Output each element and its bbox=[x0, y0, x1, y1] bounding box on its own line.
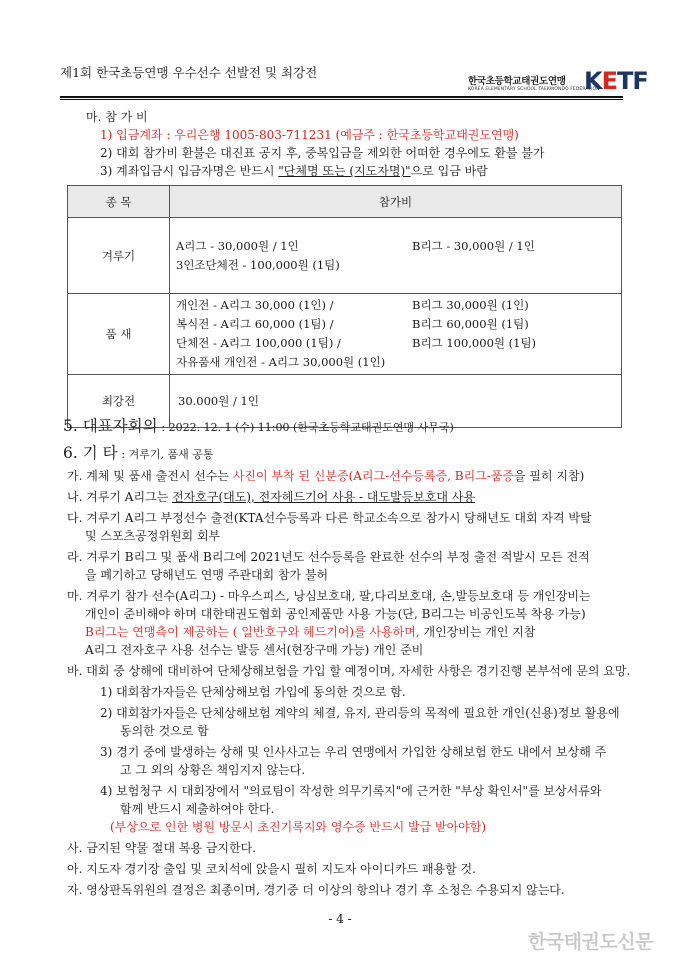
section-5-text: : 2022. 12. 1 (수) 11:00 (한국초등학교태권도연맹 사무국) bbox=[161, 421, 454, 434]
item-ba-3a: 3) 경기 중에 발생하는 상해 및 인사사고는 우리 연맹에서 가입한 상해보험 한도 내에서 보상해 주 bbox=[100, 745, 607, 759]
logo-mark: KETF bbox=[584, 67, 648, 95]
depositor-name-line bbox=[100, 163, 488, 179]
document-header-title: 제1회 한국초등연맹 우수선수 선발전 및 최강전 bbox=[60, 65, 318, 80]
poomsae-fees bbox=[170, 294, 622, 375]
poomsae-pair-b: B리그 60,000원 (1팀) bbox=[412, 317, 529, 331]
item-ma-4: A리그 전자호구 사용 선수는 발등 센서(현장구매 가능) 개인 준비 bbox=[85, 643, 424, 657]
section-ma-title: 마. 참 가 비 bbox=[86, 110, 148, 124]
item-ba-2b: 동의한 것으로 함 bbox=[120, 724, 209, 738]
refund-policy-line: 2) 대회 참가비 환불은 대진표 공지 후, 중복입금을 제외한 어떠한 경우에도 환불 불가 bbox=[100, 146, 545, 160]
header-divider-thin bbox=[60, 99, 623, 100]
item-ra-2: 을 폐기하고 당해년도 연맹 주관대회 참가 불허 bbox=[85, 568, 329, 582]
poomsae-individual-a: 개인전 - A리그 30,000 (1인) / bbox=[176, 298, 334, 312]
item-ba-2a: 2) 대회참가자들은 단체상해보험 계약의 체결, 유지, 관리등의 목적에 필요한 개인(신용)정보 활용에 bbox=[100, 706, 620, 720]
item-ba-4a: 4) 보험청구 시 대회장에서 "의료팀이 작성한 의무기록지"에 근거한 "부상 확인서"를 보상서류와 bbox=[100, 784, 602, 798]
kyorugi-a-fee: A리그 - 30,000원 / 1인 bbox=[176, 238, 299, 253]
table-row-kyorugi bbox=[68, 218, 622, 294]
item-a: 아. 지도자 경기장 출입 및 코치석에 앉을시 필히 지도자 아이디카드 패용할 것. bbox=[67, 862, 476, 876]
poomsae-team-b: B리그 100,000원 (1팀) bbox=[412, 336, 537, 350]
col-fee-header: 참가비 bbox=[170, 186, 622, 218]
section-6-title: 6. 기 타 bbox=[63, 444, 118, 462]
item-ga-highlight: 사진이 부착 된 신분증(A리그-선수등록증, B리그-품증 bbox=[232, 469, 515, 483]
item-ba-1: 1) 대회참가자들은 단체상해보험 가입에 동의한 것으로 함. bbox=[100, 685, 406, 699]
logo-korean-name: 한국초등학교태권도연맹 bbox=[468, 76, 566, 87]
item-ba: 바. 대회 중 상해에 대비하여 단체상해보험을 가입 할 예정이며, 자세한 사항은 경기진행 본부석에 문의 요망. bbox=[67, 664, 631, 678]
item-sa: 사. 금지된 약물 절대 복용 금지한다. bbox=[67, 841, 256, 855]
poomsae-freestyle: 자유품새 개인전 - A리그 30,000원 (1인) bbox=[176, 355, 386, 369]
poomsae-individual-b: B리그 30,000원 (1인) bbox=[412, 298, 529, 312]
item-na-text: 나. 겨루기 A리그는 bbox=[67, 490, 173, 504]
header-divider bbox=[60, 96, 623, 98]
item-ma-3 bbox=[85, 624, 535, 640]
logo-english-name: KOREA ELEMENTARY SCHOOL TAEKWONDO FEDERATION bbox=[468, 87, 600, 92]
page-number: - 4 - bbox=[328, 912, 352, 926]
poomsae-label: 품 새 bbox=[68, 294, 170, 375]
item-na bbox=[67, 489, 475, 505]
champion-label: 최강전 bbox=[68, 375, 170, 428]
depositor-text-a: 3) 계좌입금시 입금자명은 반드시 bbox=[100, 164, 279, 178]
item-ja: 자. 영상판독위원의 결정은 최종이며, 경기중 더 이상의 항의나 경기 후 소청은 수용되지 않는다. bbox=[67, 883, 565, 897]
item-ma-3-text: 개인장비는 개인 지참 bbox=[419, 625, 536, 639]
table-row-poomsae bbox=[68, 294, 622, 375]
kyorugi-team-fee: 3인조단체전 - 100,000원 (1팀) bbox=[176, 257, 340, 272]
depositor-text-b: "단체명 또는 (지도자명)" bbox=[278, 164, 411, 178]
item-ba-3b: 고 그 외의 상황은 책임지지 않는다. bbox=[120, 763, 306, 777]
item-da-1: 다. 겨루기 A리그 부정선수 출전(KTA선수등록과 다른 학교소속으로 참가시 당해년도 대회 자격 박탈 bbox=[67, 511, 592, 525]
item-ba-4c: (부상으로 인한 병원 방문시 초진기록지와 영수증 반드시 발급 받아야함) bbox=[110, 820, 487, 834]
section-6-text: : 겨루기, 품새 공통 bbox=[121, 448, 214, 461]
newspaper-watermark: 한국태권도신문 bbox=[528, 931, 653, 953]
kyorugi-label: 겨루기 bbox=[68, 218, 170, 294]
section-5-title: 5. 대표자회의 bbox=[63, 417, 158, 435]
item-na-underlined: 전자호구(대도), 전자헤드기어 사용 - 대도발등보호대 사용 bbox=[172, 490, 476, 504]
item-ma-1: 마. 겨루기 참가 선수(A리그) - 마우스피스, 낭심보호대, 팔,다리보호대, 손,발등보호대 등 개인장비는 bbox=[67, 589, 591, 603]
item-da-2: 및 스포츠공정위원회 회부 bbox=[85, 529, 221, 543]
kyorugi-fees bbox=[170, 218, 622, 294]
fee-table bbox=[67, 185, 622, 428]
item-ra-1: 라. 겨루기 B리그 및 품새 B리그에 2021년도 선수등록을 완료한 선수의 부정 출전 적발시 모든 전적 bbox=[67, 550, 590, 564]
depositor-text-c: 으로 입금 바람 bbox=[410, 164, 488, 178]
poomsae-pair-a: 복식전 - A리그 60,000 (1팀) / bbox=[176, 317, 334, 331]
item-ga-text: 가. 계체 및 품새 출전시 선수는 bbox=[67, 469, 233, 483]
section-6 bbox=[63, 443, 214, 465]
kyorugi-b-fee: B리그 - 30,000원 / 1인 bbox=[412, 238, 535, 253]
item-ga-tail: 을 필히 지참) bbox=[514, 469, 585, 483]
col-event-header: 종 목 bbox=[68, 186, 170, 218]
champion-fee: 30.000원 / 1인 bbox=[170, 375, 622, 428]
section-5 bbox=[63, 416, 454, 438]
bank-account-line: 1) 입금계좌 : 우리은행 1005-803-711231 (예금주 : 한국초등학교태권도연맹) bbox=[100, 128, 519, 142]
item-ba-4b: 함께 반드시 제출하여야 한다. bbox=[120, 802, 275, 816]
table-header-row bbox=[68, 186, 622, 218]
poomsae-team-a: 단체전 - A리그 100,000 (1팀) / bbox=[176, 336, 341, 350]
item-ma-2: 개인이 준비해야 하며 대한태권도협회 공인제품만 사용 가능(단, B리그는 비공인도복 착용 가능) bbox=[85, 607, 586, 621]
item-ga bbox=[67, 468, 584, 484]
item-ma-3-highlight: B리그는 연맹측이 제공하는 ( 일반호구와 헤드기어)를 사용하며, bbox=[85, 625, 420, 639]
